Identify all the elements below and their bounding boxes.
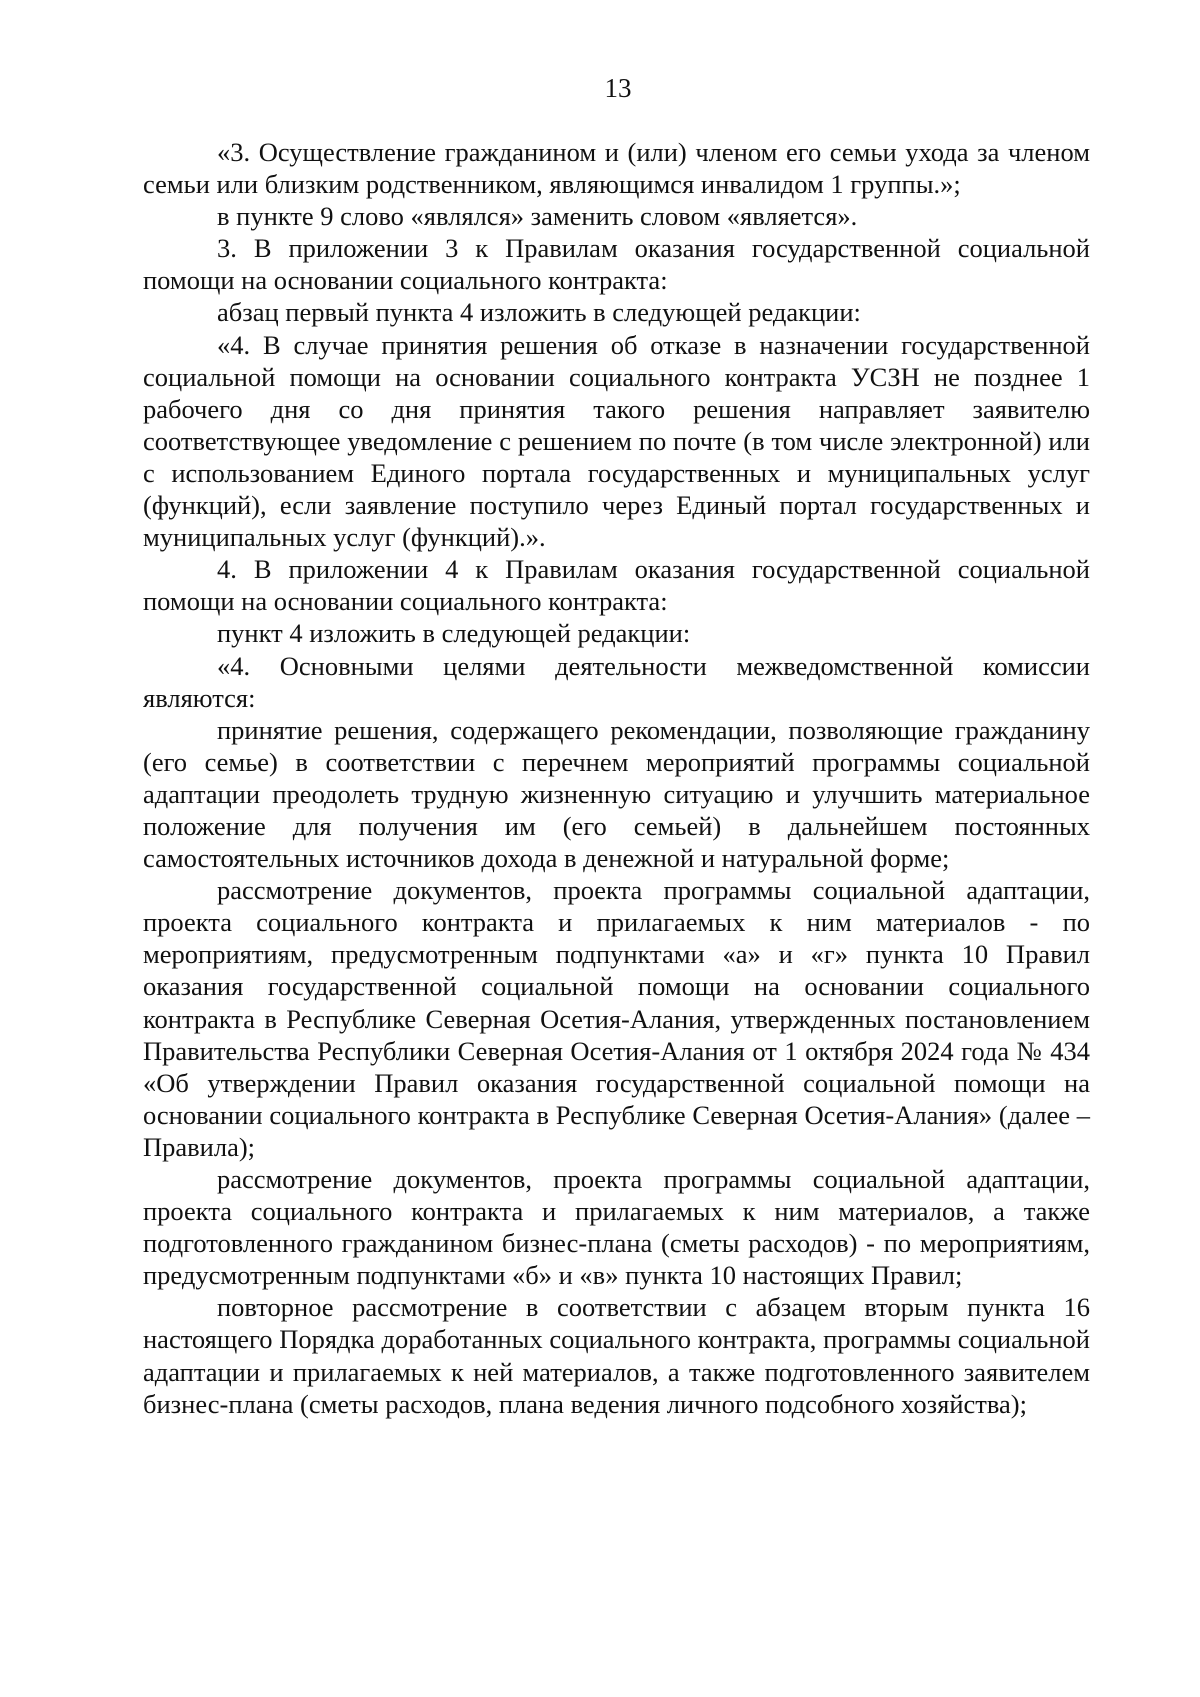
page-number: 13 — [604, 73, 632, 103]
paragraph: принятие решения, содержащего рекомендации, позволяющие гражданину (его семье) в соответствии с перечнем мероприятий программы социальной адаптации преодолеть трудную жизненную ситуацию и улучшить материальное положение для получения им (его семьей) в дальнейшем постоянных самостоятельных источников дохода в денежной и натуральной форме; — [143, 714, 1090, 874]
paragraph: рассмотрение документов, проекта программы социальной адаптации, проекта социального контракта и прилагаемых к ним материалов, а также подготовленного гражданином бизнес-плана (сметы расходов) - по мероприятиям, предусмотренным подпунктами «б» и «в» пункта 10 настоящих Правил; — [143, 1164, 1090, 1291]
paragraph: пункт 4 изложить в следующей редакции: — [217, 618, 691, 649]
paragraph: в пункте 9 слово «являлся» заменить словом «является». — [217, 201, 858, 232]
paragraph: «4. Основными целями деятельности межведомственной комиссии являются: — [143, 650, 1090, 713]
paragraph: повторное рассмотрение в соответствии с абзацем вторым пункта 16 настоящего Порядка доработанных социального контракта, программы социальной адаптации и прилагаемых к ней материалов, а также подготовленного заявителем бизнес-плана (сметы расходов, плана ведения личного подсобного хозяйства); — [143, 1292, 1090, 1419]
paragraph: 4. В приложении 4 к Правилам оказания государственной социальной помощи на основании социального контракта: — [143, 554, 1090, 617]
paragraph: абзац первый пункта 4 изложить в следующей редакции: — [217, 297, 861, 328]
paragraph: 3. В приложении 3 к Правилам оказания государственной социальной помощи на основании социального контракта: — [143, 233, 1090, 296]
paragraph: рассмотрение документов, проекта программы социальной адаптации, проекта социального контракта и прилагаемых к ним материалов - по мероприятиям, предусмотренным подпунктами «а» и «г» пункта 10 Правил оказания государственной социальной помощи на основании социального контракта в Республике Северная Осетия-Алания, утвержденных постановлением Правительства Республики Северная Осетия-Алания от 1 октября 2024 года № 434 «Об утверждении Правил оказания государственной социальной помощи на основании социального контракта в Республике Северная Осетия-Алания» (далее – Правила); — [143, 875, 1090, 1162]
paragraph: «4. В случае принятия решения об отказе в назначении государственной социальной помощи на основании социального контракта УСЗН не позднее 1 рабочего дня со дня принятия такого решения направляет заявителю соответствующее уведомление с решением по почте (в том числе электронной) или с использованием Единого портала государственных и муниципальных услуг (функций), если заявление поступило через Единый портал государственных и муниципальных услуг (функций).». — [143, 329, 1090, 553]
paragraph: «3. Осуществление гражданином и (или) членом его семьи ухода за членом семьи или близким родственником, являющимся инвалидом 1 группы.»; — [143, 137, 1090, 200]
document-body — [143, 136, 1090, 1420]
